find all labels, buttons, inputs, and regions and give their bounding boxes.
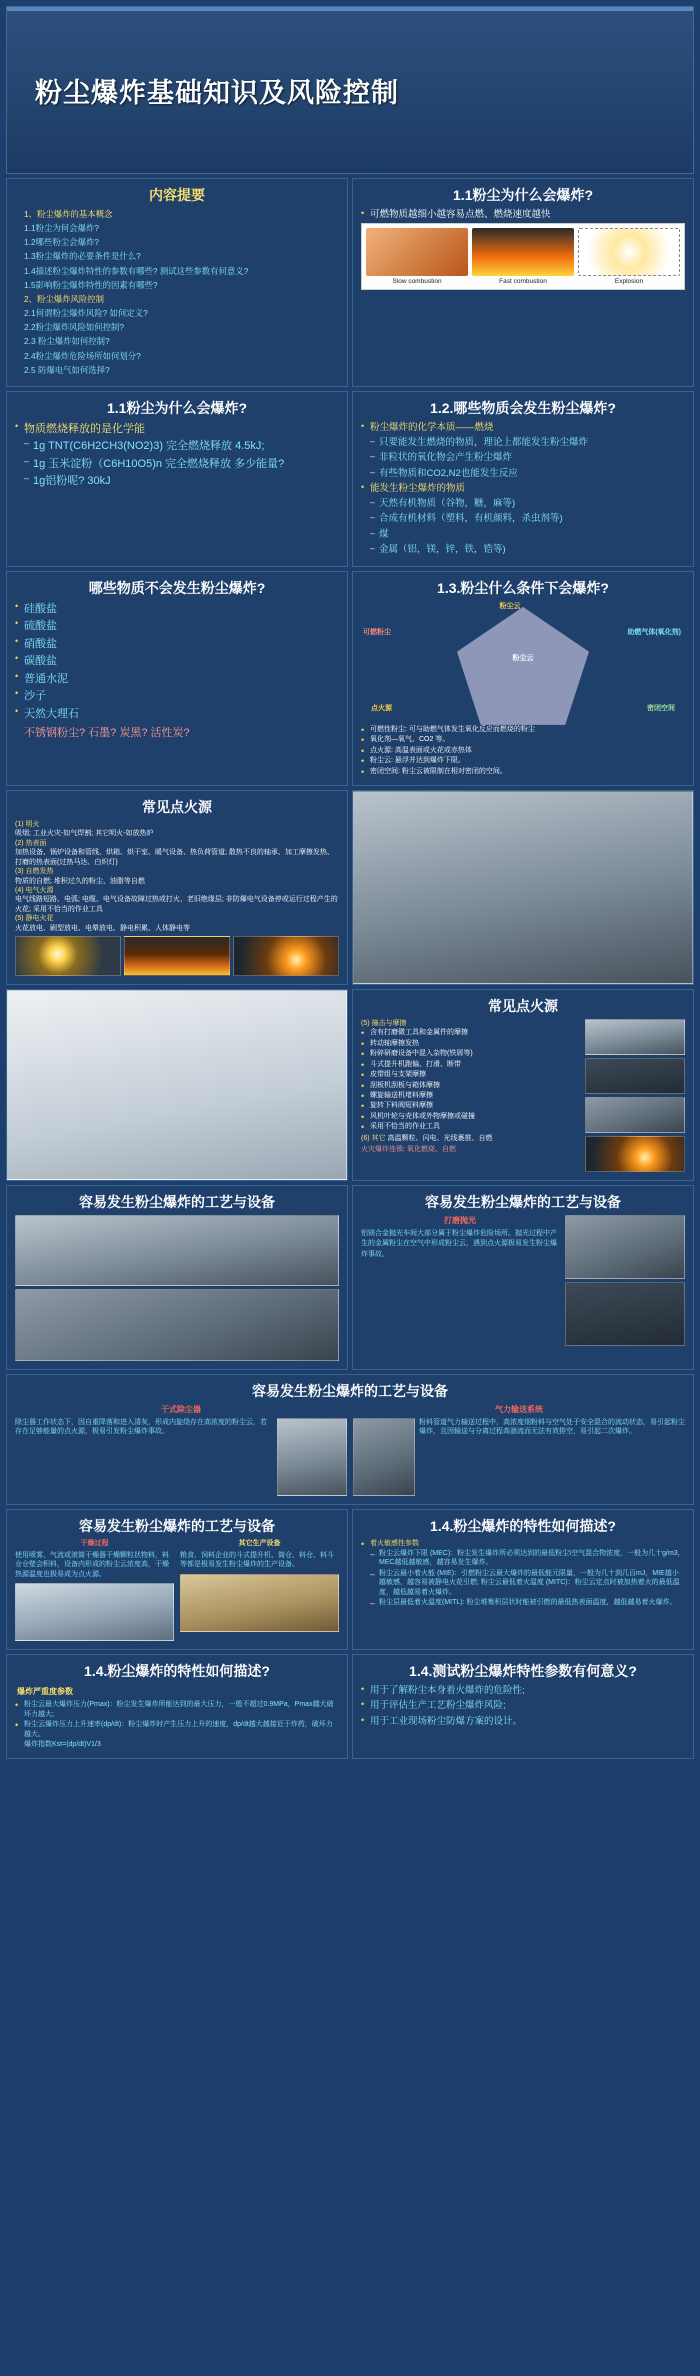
list-item: – 1g TNT(C6H2CH3(NO2)3) 完全燃烧释放 4.5kJ;	[15, 438, 339, 455]
slide-title: 1.1粉尘为什么会爆炸?	[452, 187, 593, 203]
list-item: • 用于工业现场粉尘防爆方案的设计。	[361, 1715, 685, 1729]
bullet-list	[361, 421, 685, 557]
block-number: (1)	[15, 820, 24, 828]
polishing-photo-4	[565, 1282, 685, 1346]
slide-characteristics-sensitivity	[352, 1509, 694, 1651]
bullet-list	[361, 1539, 685, 1608]
pentagon-label-oxidizer: 助燃气体(氧化剂)	[627, 628, 681, 636]
block-number: (4)	[15, 886, 24, 894]
block-number: (5)	[15, 915, 24, 923]
list-item: • 用于了解粉尘本身着火爆炸的危险性;	[361, 1684, 685, 1698]
figure-cell-fast	[472, 228, 574, 285]
list-item: – 煤	[361, 528, 685, 542]
list-item: • 旋转下料阀短料摩擦	[361, 1101, 579, 1110]
caption-heading: 打磨抛光	[444, 1215, 476, 1225]
ignition-block	[361, 1134, 579, 1143]
polishing-photo-2	[15, 1289, 339, 1361]
ignition2-photo-col	[585, 1019, 685, 1172]
caption-body: 铝镁合金抛光车间大部分属于粉尘爆炸危险场所。抛光过程中产生的金属粉尘在空气中形成粉尘云，遇到点火源极易发生粉尘爆炸事故。	[361, 1229, 557, 1258]
flame-photo	[124, 936, 230, 976]
block-number: (6)	[361, 1134, 370, 1142]
list-item: – 粉尘云爆炸下限 (MEC)：粉尘发生爆炸所必须达到的最低粉尘\空气混合物浓度，一般为几十g/m3，MEC越低越敏感，越容易发生爆炸。	[361, 1549, 685, 1568]
ignition-block	[15, 886, 339, 914]
right-body: 粉料管道气力输送过程中，高浓度细粉料与空气处于安全混合的流动状态，易引起粉尘爆炸，且因输送与分离过程高湍流而无法有效排空，易引起二次爆炸。	[419, 1418, 685, 1436]
figure-label: Slow combustion	[392, 278, 442, 286]
list-item: 1.2哪些粉尘会爆炸?	[24, 237, 99, 248]
ignition-block	[361, 1019, 579, 1028]
block-number: (2)	[15, 839, 24, 847]
process1-photos	[565, 1215, 685, 1346]
slide-why-explode-figure	[352, 178, 694, 387]
list-item: • 螺旋输送机堵料摩擦	[361, 1091, 579, 1100]
ignition2-columns	[361, 1019, 685, 1172]
polishing-photo-1	[15, 1215, 339, 1287]
slide-title: 常见点火源	[142, 799, 212, 816]
list-item: – 粉尘层最低着火温度(MITL): 粉尘堆集积层状时能被引燃的最低热表面温度，越低越易着火爆炸。	[361, 1598, 685, 1607]
pentagon-diagram	[361, 601, 685, 725]
process3-right	[180, 1539, 339, 1642]
list-item: • 着火敏感性参数	[361, 1539, 685, 1548]
pentagon-label-center: 粉尘云	[512, 654, 534, 662]
fast-combustion-image	[472, 228, 574, 276]
list-item: – 金属（铝，镁，锌，铁，锆等)	[361, 543, 685, 557]
slide-process-equipment-1-text	[352, 1185, 694, 1370]
list-item: – 有些物质和CO2,N2也能发生反应	[361, 467, 685, 481]
slide-test-significance	[352, 1654, 694, 1759]
list-item: 2、粉尘爆炸风险控制	[24, 293, 105, 304]
explosion-image	[578, 228, 680, 276]
combustion-figure	[361, 223, 685, 290]
pneumatic-conveying-image	[353, 1418, 415, 1496]
list-item: 2.2粉尘爆炸风险如何控制?	[24, 322, 125, 333]
block-body: 火花放电、刷型放电、电晕放电、静电积累、人体静电等	[15, 924, 190, 932]
welding-photo	[15, 936, 121, 976]
left-heading: 干燥过程	[80, 1539, 109, 1547]
list-item: 2.3 粉尘爆炸如何控制?	[24, 336, 110, 347]
figure-label: Explosion	[614, 278, 644, 286]
slide-dust-collector-photo	[6, 989, 348, 1181]
block-head: 明火	[25, 820, 40, 828]
list-item: • 普通水泥	[15, 671, 339, 688]
slide-title: 容易发生粉尘爆炸的工艺与设备	[252, 1382, 448, 1399]
list-item: 爆炸指数Kst=(dp/dt)V1/3	[24, 1740, 101, 1748]
block-body: 加热设备、锅炉设备和管线、烘箱、烘干室、暖气设备、热负荷管道; 散热不良的轴承、加工摩擦发热、打磨的热表面(过热马达、白炽灯)	[15, 849, 334, 866]
list-item: • 斗式提升机跑偏、打滑、断带	[361, 1060, 579, 1069]
slide-process-equipment-2	[6, 1374, 694, 1505]
page-title: 粉尘爆炸基础知识及风险控制	[35, 77, 399, 108]
slide-explosion-conditions	[352, 571, 694, 786]
slide-title: 1.4.粉尘爆炸的特性如何描述?	[430, 1517, 616, 1534]
block-head: 电气火源	[25, 886, 54, 894]
slide-equipment-photo	[352, 790, 694, 985]
title-decoration-bar	[7, 7, 693, 11]
process1-text	[361, 1215, 559, 1346]
left-body: 使用喷雾、气流或滚筒干燥器干燥颗粒状物料，料仓仓壁会积料，设备内形成的粉尘云浓度高，干燥热源温度也极易成为点火源。	[15, 1551, 169, 1578]
block-body: 高温颗粒、闪电、光线裹推、自燃	[387, 1134, 493, 1142]
process2-columns	[15, 1404, 685, 1496]
block-head: 其它	[371, 1134, 386, 1142]
block-head: 撞击与摩擦	[371, 1019, 407, 1027]
block-head: 热表面	[25, 839, 47, 847]
right-heading: 气力输送系统	[495, 1404, 543, 1414]
left-heading: 干式除尘器	[161, 1404, 201, 1414]
block-number: (5)	[361, 1019, 370, 1027]
slide-non-explosive	[6, 571, 348, 786]
slide-title: 1.3.粉尘什么条件下会爆炸?	[437, 580, 609, 597]
right-heading: 其它生产设备	[238, 1539, 281, 1547]
slide-title: 常见点火源	[488, 998, 558, 1015]
slow-combustion-image	[366, 228, 468, 276]
list-item: – 合成有机材料（塑料，有机颜料，杀虫剂等)	[361, 512, 685, 526]
ignition-footer: 火灾爆炸连锁: 氧化燃烧、自燃	[361, 1146, 456, 1154]
list-item: 1.5影响粉尘爆炸特性的因素有哪些?	[24, 279, 158, 290]
spark-photo	[233, 936, 339, 976]
pentagon-shape	[457, 607, 589, 725]
list-item: 1.4描述粉尘爆炸特性的参数有哪些? 测试这些参数有何意义?	[24, 265, 249, 276]
ignition-block	[15, 839, 339, 867]
list-item: • 用于评估生产工艺粉尘爆炸风险;	[361, 1699, 685, 1713]
list-item: • 可燃物质越细小越容易点燃、燃烧速度越快	[361, 208, 685, 222]
severity-heading: 爆炸严重度参数	[17, 1687, 73, 1697]
slide-deck	[0, 6, 700, 2376]
list-item: – 天然有机物质（谷物，糖，麻等)	[361, 497, 685, 511]
bullet-list	[15, 601, 339, 742]
bullet-list	[15, 421, 339, 490]
slide-title: 1.4.粉尘爆炸的特性如何描述?	[84, 1663, 270, 1680]
slide-ignition-sources-1	[6, 790, 348, 985]
list-item: • 密闭空间: 粉尘云被限制在相对密闭的空间。	[361, 767, 685, 776]
slide-outline	[6, 178, 348, 387]
block-number: (3)	[15, 868, 24, 876]
bullet-list	[361, 208, 685, 222]
list-item: • 可燃性粉尘: 可与助燃气体发生氧化反应而燃烧的粉尘	[361, 725, 685, 734]
list-item: • 能发生粉尘爆炸的物质	[361, 482, 685, 496]
list-item: 1、粉尘爆炸的基本概念	[24, 208, 113, 219]
list-item: • 刮板机刮板与箱体摩擦	[361, 1081, 579, 1090]
slide-title: 容易发生粉尘爆炸的工艺与设备	[79, 1193, 275, 1210]
block-body: 电气线路短路、电弧; 电缆、电气设备故障过热或打火、老旧绝缘层; 非防爆电气设备停或运行过程产生的火花; 采用不恰当的作业工具	[15, 896, 338, 913]
list-item: • 含有打磨微工具和金属件的摩擦	[361, 1028, 579, 1037]
pentagon-label-ignition: 点火源	[371, 704, 392, 712]
block-body: 吸烟; 工业火灾-如气焊割; 其它明火-如放热炉	[15, 830, 154, 838]
slide-title: 容易发生粉尘爆炸的工艺与设备	[79, 1517, 275, 1534]
list-item: 1.3粉尘爆炸的必要条件是什么?	[24, 251, 141, 262]
ignition-block	[15, 820, 339, 839]
list-item: • 碳酸盐	[15, 653, 339, 670]
slide-title: 1.2.哪些物质会发生粉尘爆炸?	[430, 400, 616, 417]
list-item: • 粉尘云: 悬浮并达到爆炸下限。	[361, 756, 685, 765]
dust-collector-image	[277, 1418, 347, 1496]
list-item: – 非粒状的氧化物会产生粉尘爆炸	[361, 451, 685, 465]
block-head: 静电火花	[25, 915, 54, 923]
list-item: • 点火源: 高温表面或火花或赤热体	[361, 746, 685, 755]
list-item: 2.5 防爆电气如何选择?	[24, 364, 110, 375]
friction-photo-1	[585, 1019, 685, 1055]
list-item: • 粉尘云最大爆炸压力(Pmax)：粉尘发生爆炸所能达到的最大压力，一般不超过0.9MPa，Pmax越大破坏力越大;	[15, 1700, 339, 1719]
block-head: 自燃发热	[25, 868, 54, 876]
list-item: • 氧化剂—氧气、CO2 等。	[361, 735, 685, 744]
slide-ignition-sources-2	[352, 989, 694, 1181]
list-item: 1.1粉尘为何会爆炸?	[24, 222, 99, 233]
list-item: • 硝酸盐	[15, 636, 339, 653]
slide-title: 1.4.测试粉尘爆炸特性参数有何意义?	[409, 1663, 637, 1680]
pentagon-label-top: 粉尘云	[499, 602, 521, 610]
process2-left	[15, 1404, 347, 1496]
pentagon-label-confinement: 密闭空间	[647, 704, 675, 712]
slide-title: 1.1粉尘为什么会爆炸?	[106, 400, 247, 417]
silo-image	[180, 1574, 339, 1632]
list-item: • 风机叶轮与壳体或外物摩擦或碰撞	[361, 1112, 579, 1121]
list-item: • 硅酸盐	[15, 601, 339, 618]
list-item: – 粉尘云最小着火能 (MIE)：引燃粉尘云最大爆炸的最低能元限量，一般为几十到几百mJ，MIE越小越敏感，越容易被静电火花引燃; 粉尘云最低着火温度 (MITC)：粉尘云定点时被加热着火的最低温度，越低越易着火爆炸。	[361, 1569, 685, 1597]
bullet-list	[361, 725, 685, 776]
ignition2-text-col	[361, 1019, 579, 1172]
slide-which-materials	[352, 391, 694, 567]
ignition-block	[15, 914, 339, 933]
block-body: 物质的自燃; 堆积过久的粉尘、油脂等自燃	[15, 877, 145, 885]
list-item: • 粉尘云爆炸压力上升速率(dp/dt)：粉尘爆炸时产生压力上升的速度，dp/dt越大越接近于炸药，破坏力越大。	[15, 1720, 339, 1739]
polishing-photos	[15, 1215, 339, 1361]
figure-cell-slow	[366, 228, 468, 285]
slide-process-equipment-3	[6, 1509, 348, 1651]
title-slide	[6, 6, 694, 174]
list-item: • 硫酸盐	[15, 618, 339, 635]
list-item: – 1g 玉米淀粉（C6H10O5)n 完全燃烧释放 多少能量?	[15, 456, 339, 473]
slide-characteristics-severity	[6, 1654, 348, 1759]
drying-equipment-image	[15, 1583, 174, 1641]
process2-right	[353, 1404, 685, 1496]
right-body: 粮食、饲料企业的斗式提升机、筒仓、料仓、料斗等都是极易发生粉尘爆炸的生产设备。	[180, 1551, 334, 1569]
process3-left	[15, 1539, 174, 1642]
slide-chemical-energy	[6, 391, 348, 567]
question-text: 不锈钢粉尘? 石墨? 炭黑? 活性炭?	[24, 727, 190, 740]
list-item: • 天然大理石	[15, 706, 339, 723]
ignition-blocks	[15, 820, 339, 933]
slides-grid	[0, 178, 700, 1765]
list-item: • 沙子	[15, 688, 339, 705]
left-body: 除尘器工作状态下，因自重降落和进入清灰，形成内旋绕存在高浓度的粉尘云，若存在足够能量的点火源，极易引发粉尘爆炸事故。	[15, 1418, 267, 1436]
process1-columns	[361, 1215, 685, 1346]
list-item: – 只要能发生燃烧的物质，理论上都能发生粉尘爆炸	[361, 436, 685, 450]
friction-photo-2	[585, 1058, 685, 1094]
list-item: – 1g铝粉呢? 30kJ	[15, 473, 339, 490]
list-item: • 粉碎研磨设备中混入杂物(铁屑等)	[361, 1049, 579, 1058]
list-item: • 皮带组与支架摩擦	[361, 1070, 579, 1079]
pentagon-label-fuel: 可燃粉尘	[363, 628, 391, 636]
list-item: 2.4粉尘爆炸危险场所如何划分?	[24, 350, 141, 361]
ignition-block	[15, 867, 339, 886]
slide-title: 哪些物质不会发生粉尘爆炸?	[88, 580, 266, 597]
dust-collector-photo	[7, 990, 347, 1180]
list-item: • 粉尘爆炸的化学本质——燃烧	[361, 421, 685, 435]
industrial-equipment-photo	[353, 791, 693, 984]
slide-process-equipment-1	[6, 1185, 348, 1370]
list-item: • 转动轴摩擦发热	[361, 1039, 579, 1048]
ignition-photo-row	[15, 936, 339, 976]
figure-cell-explosion	[578, 228, 680, 285]
slide-title: 容易发生粉尘爆炸的工艺与设备	[425, 1193, 621, 1210]
polishing-photo-3	[565, 1215, 685, 1279]
slide-title: 内容提要	[149, 187, 205, 203]
friction-photo-4	[585, 1136, 685, 1172]
friction-photo-3	[585, 1097, 685, 1133]
bullet-list	[361, 1028, 579, 1131]
outline-list	[15, 208, 339, 376]
bullet-list	[15, 1700, 339, 1749]
figure-label: Fast combustion	[499, 278, 547, 286]
list-item: 2.1何谓粉尘爆炸风险? 如何定义?	[24, 308, 148, 319]
bullet-list	[361, 1684, 685, 1729]
process3-columns	[15, 1539, 339, 1642]
list-item: • 物质燃烧释放的是化学能	[15, 421, 339, 438]
list-item: • 采用不恰当的作业工具	[361, 1122, 579, 1131]
